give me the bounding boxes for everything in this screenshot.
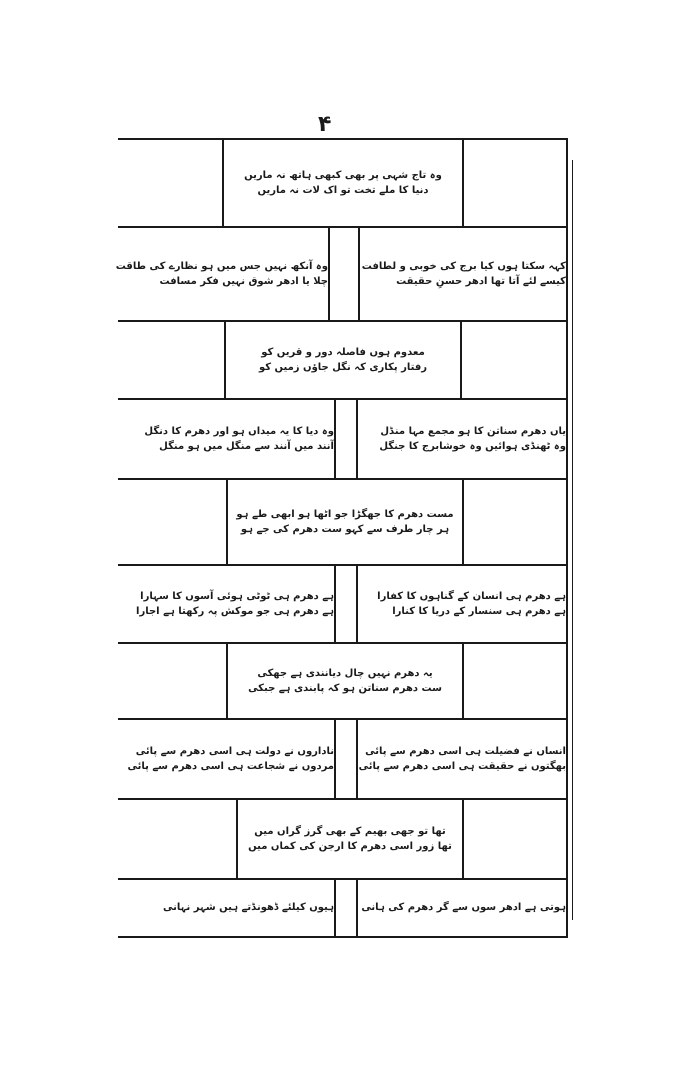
- rule: [334, 398, 336, 478]
- verse-line: وہ تاج شہی پر بھی کبھی ہاتھ نہ ماریں: [244, 169, 442, 181]
- verse-line: ہے دھرم ہی جو موکش پہ رکھتا ہے اجارا: [136, 606, 334, 617]
- stanza-2-right: [360, 228, 566, 320]
- stanza-6-right: [358, 566, 566, 642]
- stanza-6-left: [118, 566, 334, 642]
- rule: [460, 320, 462, 398]
- stanza-10-right: [358, 880, 566, 936]
- verse-line: دنیا کا ملے تخت تو اک لات نہ ماریں: [257, 185, 429, 196]
- rule: [334, 718, 336, 798]
- verse-line: ہیوں کیلئے ڈھونڈتے ہیں شہر نہانی: [163, 902, 334, 914]
- verse-line: بھگتوں نے حقیقت ہی اسی دھرم سے پائی: [358, 761, 566, 772]
- verse-line: ہے دھرم ہی سنسار کے دریا کا کنارا: [392, 606, 566, 617]
- verse-line: ناداروں نے دولت ہی اسی دھرم سے پائی: [135, 745, 334, 757]
- verse-line: ہے دھرم ہی انسان کے گناہوں کا کفارا: [377, 590, 566, 602]
- rule: [462, 138, 464, 226]
- stanza-8-left: [118, 720, 334, 798]
- verse-line: رفتار پکاری کہ نگل جاؤں زمیں کو: [258, 362, 428, 373]
- rule: [118, 936, 566, 938]
- right-border-outer: [572, 160, 573, 920]
- verse-line: ہوتی ہے ادھر سوں سے گر دھرم کی ہانی: [361, 902, 566, 914]
- stanza-9: [238, 800, 462, 878]
- rule: [462, 478, 464, 564]
- rule: [462, 798, 464, 878]
- verse-line: تھا زور اسی دھرم کا ارجن کی کماں میں: [248, 841, 452, 852]
- rule: [328, 226, 330, 320]
- verse-line: انساں نے فضیلت ہی اسی دھرم سے پائی: [365, 745, 566, 757]
- right-border: [566, 138, 568, 938]
- verse-line: ہے دھرم ہی ٹوٹی ہوئی آسوں کا سہارا: [140, 590, 334, 602]
- stanza-4-right: [358, 400, 566, 478]
- stanza-5: [228, 480, 462, 564]
- stanza-1: [224, 140, 462, 226]
- verse-line: کہہ سکتا ہوں کیا برج کی خوبی و لطافت: [361, 260, 566, 272]
- verse-line: یاں دھرم سناتن کا ہو مجمع مہا منڈل: [380, 425, 566, 437]
- verse-line: وہ ٹھنڈی ہوائیں وہ خوشابرج کا جنگل: [379, 441, 566, 452]
- rule: [462, 642, 464, 718]
- verse-line: مست دھرم کا جھگڑا جو اٹھا ہو ابھی طے ہو: [236, 508, 454, 520]
- verse-line: آنند میں آنند سے منگل میں ہو منگل: [159, 441, 334, 452]
- stanza-2-left: [115, 228, 328, 320]
- rule: [334, 878, 336, 936]
- verse-line: مردوں نے شجاعت ہی اسی دھرم سے پائی: [127, 761, 334, 772]
- stanza-3: [226, 322, 460, 398]
- verse-line: چلا یا ادھر شوق نہیں فکر مسافت: [159, 276, 328, 287]
- stanza-8-right: [358, 720, 566, 798]
- verse-line: تھا تو جھی بھیم کے بھی گرز گراں میں: [254, 825, 446, 837]
- verse-line: وہ دیا کا یہ میداں ہو اور دھرم کا دنگل: [144, 425, 334, 437]
- stanza-4-left: [118, 400, 334, 478]
- verse-line: ہر چار طرف سے کہو ست دھرم کی جے ہو: [240, 524, 450, 535]
- stanza-10-left: [118, 880, 334, 936]
- rule: [334, 564, 336, 642]
- verse-line: یہ دھرم نہیں چال دیانندی ہے جھکی: [257, 667, 433, 679]
- verse-line: معدوم ہوں فاصلہ دور و قریں کو: [261, 346, 425, 358]
- verse-line: ست دھرم سناتن ہو کہ پابندی ہے جبکی: [248, 683, 442, 694]
- stanza-7: [228, 644, 462, 718]
- verse-line: وہ آنکھ نہیں جس میں ہو نظارے کی طاقت: [115, 260, 328, 272]
- page-number: ۴: [318, 112, 332, 137]
- verse-line: کیسے لئے آتا تھا ادھر حسنِ حقیقت: [396, 276, 566, 287]
